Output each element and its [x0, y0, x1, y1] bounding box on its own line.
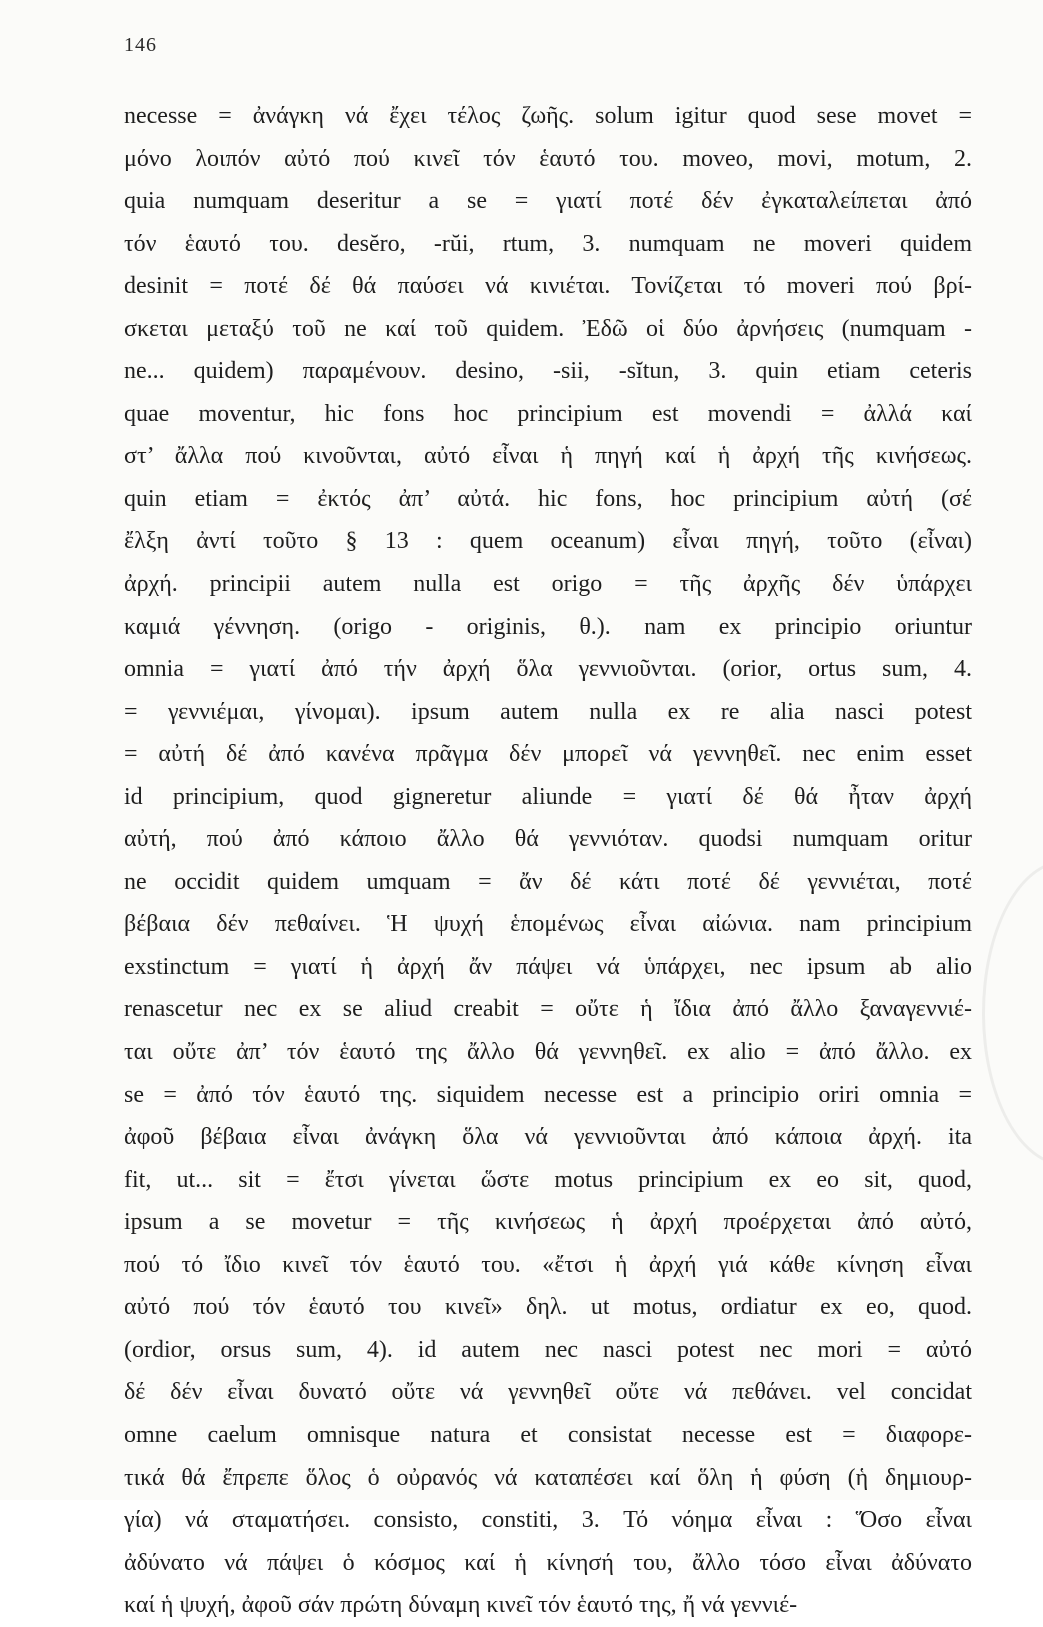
text-line: μόνο λοιπόν αὐτό πού κινεῖ τόν ἑαυτό του. moveo, movi, motum, 2.	[124, 145, 972, 172]
text-line: τικά θά ἔπρεπε ὅλος ὁ οὐρανός νά καταπέσει καί ὅλη ἡ φύση (ἡ δημιουρ-	[124, 1464, 972, 1491]
text-line: fit, ut... sit = ἔτσι γίνεται ὥστε motus principium ex eo sit, quod,	[124, 1166, 972, 1193]
text-line: ipsum a se movetur = τῆς κινήσεως ἡ ἀρχή προέρχεται ἀπό αὐτό,	[124, 1209, 972, 1236]
text-line: = αὐτή δέ ἀπό κανένα πρᾶγμα δέν μπορεῖ νά γεννηθεῖ. nec enim esset	[124, 741, 972, 768]
text-line: = γεννιέμαι, γίνομαι). ipsum autem nulla ex re alia nasci potest	[124, 698, 972, 725]
text-line: δέ δέν εἶναι δυνατό οὔτε νά γεννηθεῖ οὔτε νά πεθάνει. vel concidat	[124, 1379, 972, 1406]
text-line: πού τό ἴδιο κινεῖ τόν ἑαυτό του. «ἔτσι ἡ ἀρχή γιά κάθε κίνηση εἶναι	[124, 1251, 972, 1278]
text-line: ἔλξη ἀντί τοῦτο § 13 : quem oceanum) εἶναι πηγή, τοῦτο (εἶναι)	[124, 528, 972, 555]
text-line: βέβαια δέν πεθαίνει. Ἡ ψυχή ἑπομένως εἶναι αἰώνια. nam principium	[124, 911, 972, 938]
text-line: ne occidit quidem umquam = ἄν δέ κάτι ποτέ δέ γεννιέται, ποτέ	[124, 868, 972, 895]
text-line: se = ἀπό τόν ἑαυτό της. siquidem necesse est a principio oriri omnia =	[124, 1081, 972, 1108]
text-line: ἀφοῦ βέβαια εἶναι ἀνάγκη ὅλα νά γεννιοῦνται ἀπό κάποια ἀρχή. ita	[124, 1124, 972, 1151]
text-line: στ’ ἄλλα πού κινοῦνται, αὐτό εἶναι ἡ πηγή καί ἡ ἀρχή τῆς κινήσεως.	[124, 443, 972, 470]
text-line: quin etiam = ἐκτός ἀπ’ αὐτά. hic fons, hoc principium αὐτή (σέ	[124, 485, 972, 512]
text-line: id principium, quod gigneretur aliunde = γιατί δέ θά ἦταν ἀρχή	[124, 783, 972, 810]
text-line: καί ἡ ψυχή, ἀφοῦ σάν πρώτη δύναμη κινεῖ τόν ἑαυτό της, ἤ νά γεννιέ-	[124, 1592, 798, 1619]
text-line: γία) νά σταματήσει. consisto, constiti, 3. Τό νόημα εἶναι : Ὅσο εἶναι	[124, 1507, 972, 1534]
text-line: renascetur nec ex se aliud creabit = οὔτε ἡ ἴδια ἀπό ἄλλο ξαναγεννιέ-	[124, 996, 972, 1023]
text-line: omnia = γιατί ἀπό τήν ἀρχή ὅλα γεννιοῦνται. (orior, ortus sum, 4.	[124, 656, 972, 683]
text-line: omne caelum omnisque natura et consistat necesse est = διαφορε-	[124, 1421, 972, 1448]
text-line: necesse = ἀνάγκη νά ἔχει τέλος ζωῆς. solum igitur quod sese movet =	[124, 103, 972, 129]
page-number: 146	[124, 34, 157, 56]
text-line: desinit = ποτέ δέ θά παύσει νά κινιέται. Τονίζεται τό moveri πού βρί-	[124, 273, 972, 300]
text-line: quae moventur, hic fons hoc principium est movendi = ἀλλά καί	[124, 400, 972, 427]
text-line: αὐτή, πού ἀπό κάποιο ἄλλο θά γεννιόταν. quodsi numquam oritur	[124, 826, 972, 853]
text-line: quia numquam deseritur a se = γιατί ποτέ δέν ἐγκαταλείπεται ἀπό	[124, 188, 972, 215]
commentary-text	[124, 95, 972, 1627]
text-line: exstinctum = γιατί ἡ ἀρχή ἄν πάψει νά ὑπάρχει, nec ipsum ab alio	[124, 953, 972, 980]
text-line: ἀδύνατο νά πάψει ὁ κόσμος καί ἡ κίνησή του, ἄλλο τόσο εἶναι ἀδύνατο	[124, 1549, 972, 1576]
text-line: ται οὔτε ἀπ’ τόν ἑαυτό της ἄλλο θά γεννηθεῖ. ex alio = ἀπό ἄλλο. ex	[124, 1039, 972, 1066]
text-line: σκεται μεταξύ τοῦ ne καί τοῦ quidem. Ἐδῶ οἱ δύο ἀρνήσεις (numquam -	[124, 315, 972, 342]
text-line: αὐτό πού τόν ἑαυτό του κινεῖ» δηλ. ut motus, ordiatur ex eo, quod.	[124, 1294, 972, 1321]
library-stamp	[982, 860, 1043, 1166]
text-line: (ordior, orsus sum, 4). id autem nec nasci potest nec mori = αὐτό	[124, 1336, 972, 1363]
text-line: ἀρχή. principii autem nulla est origo = τῆς ἀρχῆς δέν ὑπάρχει	[124, 571, 972, 598]
text-line: τόν ἑαυτό του. desĕro, -rŭi, rtum, 3. numquam ne moveri quidem	[124, 230, 972, 257]
text-line: καμιά γέννηση. (origo - originis, θ.). nam ex principio oriuntur	[124, 613, 972, 640]
text-line: ne... quidem) παραμένουν. desino, -sii, -sĭtun, 3. quin etiam ceteris	[124, 358, 972, 385]
